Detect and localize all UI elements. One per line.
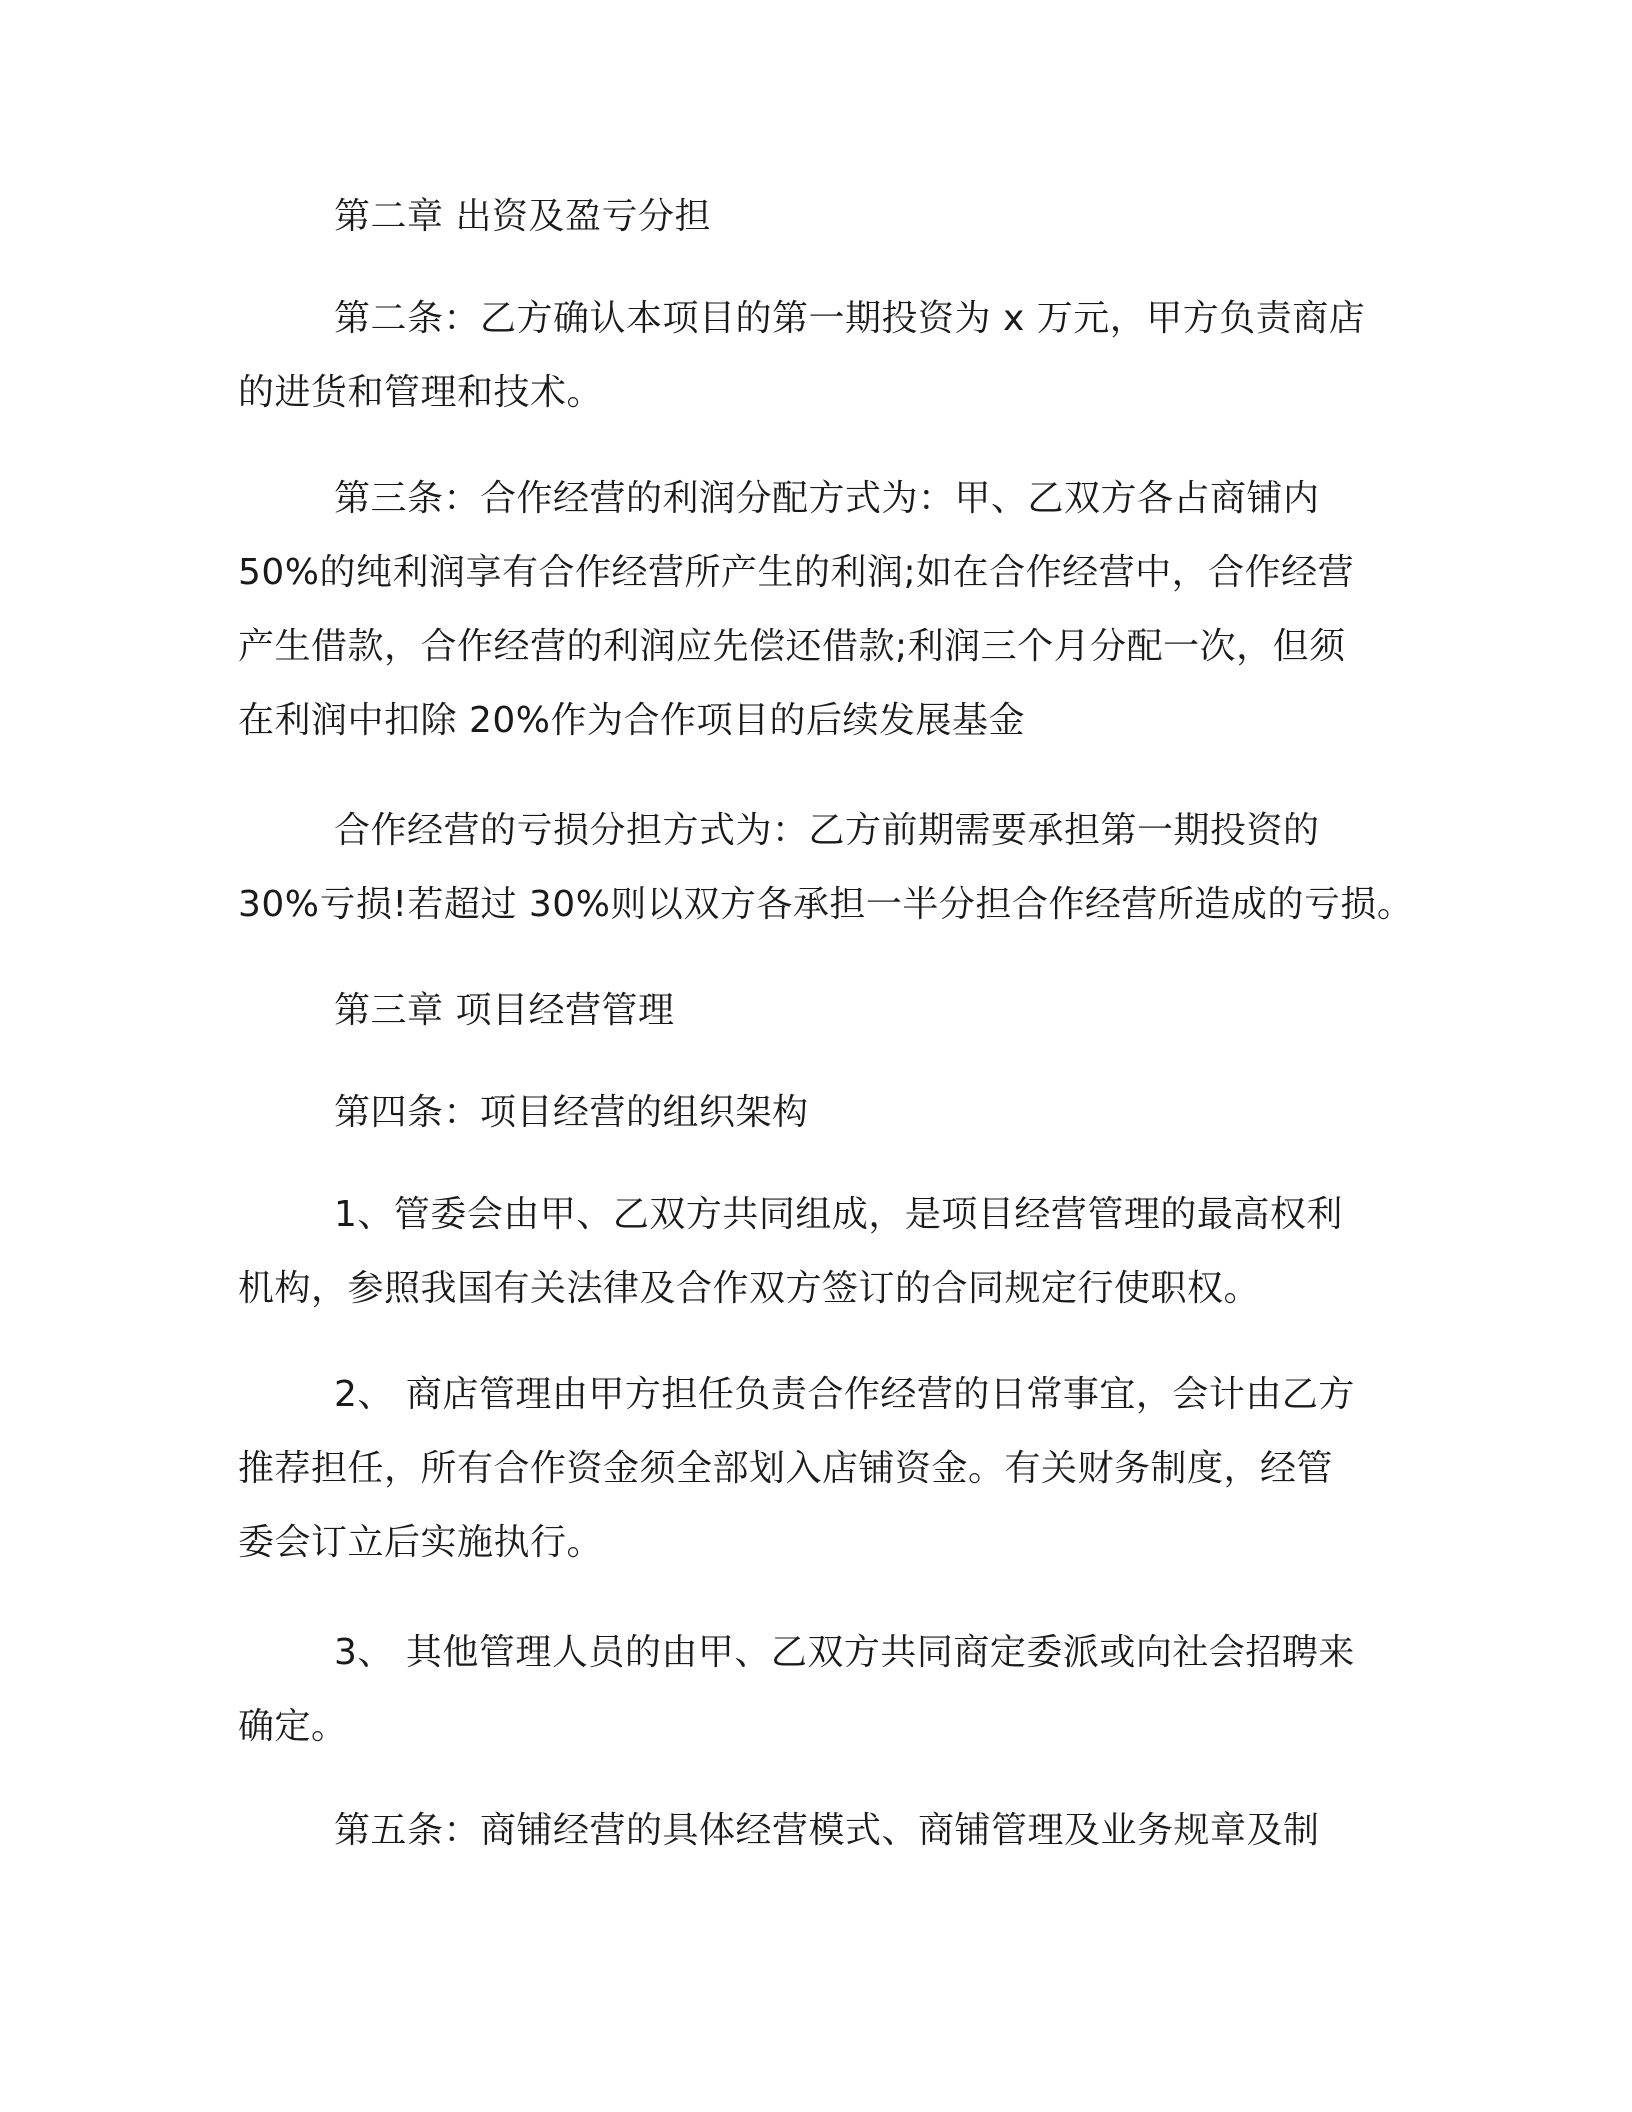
article2-paragraph xyxy=(238,282,1438,430)
chapter2-heading xyxy=(238,180,1438,254)
item3-line-1: 3、 其他管理人员的由甲、乙双方共同商定委派或向社会招聘来 xyxy=(334,1632,1355,1673)
item1-line-2: 机构，参照我国有关法律及合作双方签订的合同规定行使职权。 xyxy=(238,1268,1261,1309)
article3-line-4: 在利润中扣除 20%作为合作项目的后续发展基金 xyxy=(238,700,1025,741)
chapter3-title: 第三章 项目经营管理 xyxy=(334,990,675,1031)
article3-line-3: 产生借款，合作经营的利润应先偿还借款;利润三个月分配一次，但须 xyxy=(238,626,1346,667)
item1-line-1: 1、管委会由甲、乙双方共同组成，是项目经营管理的最高权利 xyxy=(334,1194,1343,1235)
loss-sharing-paragraph xyxy=(238,794,1438,942)
article4-heading xyxy=(238,1076,1438,1150)
article2-line-2: 的进货和管理和技术。 xyxy=(238,372,604,413)
article4-title: 第四条：项目经营的组织架构 xyxy=(334,1092,809,1133)
chapter2-title: 第二章 出资及盈亏分担 xyxy=(334,196,711,237)
item2-line-1: 2、 商店管理由甲方担任负责合作经营的日常事宜，会计由乙方 xyxy=(334,1374,1355,1415)
article5-line-1: 第五条：商铺经营的具体经营模式、商铺管理及业务规章及制 xyxy=(334,1810,1320,1851)
item3-line-2: 确定。 xyxy=(238,1706,348,1747)
item3-paragraph xyxy=(238,1616,1438,1764)
article3-line-2: 50%的纯利润享有合作经营所产生的利润;如在合作经营中，合作经营 xyxy=(238,552,1355,593)
article5-paragraph xyxy=(238,1794,1438,1868)
chapter3-heading xyxy=(238,974,1438,1048)
article2-line-1: 第二条：乙方确认本项目的第一期投资为 x 万元，甲方负责商店 xyxy=(334,298,1366,339)
article3-paragraph xyxy=(238,462,1438,758)
item2-paragraph xyxy=(238,1358,1438,1580)
item2-line-2: 推荐担任，所有合作资金须全部划入店铺资金。有关财务制度，经管 xyxy=(238,1448,1334,1489)
item1-paragraph xyxy=(238,1178,1438,1326)
item2-line-3: 委会订立后实施执行。 xyxy=(238,1522,604,1563)
loss-sharing-line-1: 合作经营的亏损分担方式为：乙方前期需要承担第一期投资的 xyxy=(334,810,1320,851)
loss-sharing-line-2: 30%亏损!若超过 30%则以双方各承担一半分担合作经营所造成的亏损。 xyxy=(238,884,1414,925)
article3-line-1: 第三条：合作经营的利润分配方式为：甲、乙双方各占商铺内 xyxy=(334,478,1320,519)
